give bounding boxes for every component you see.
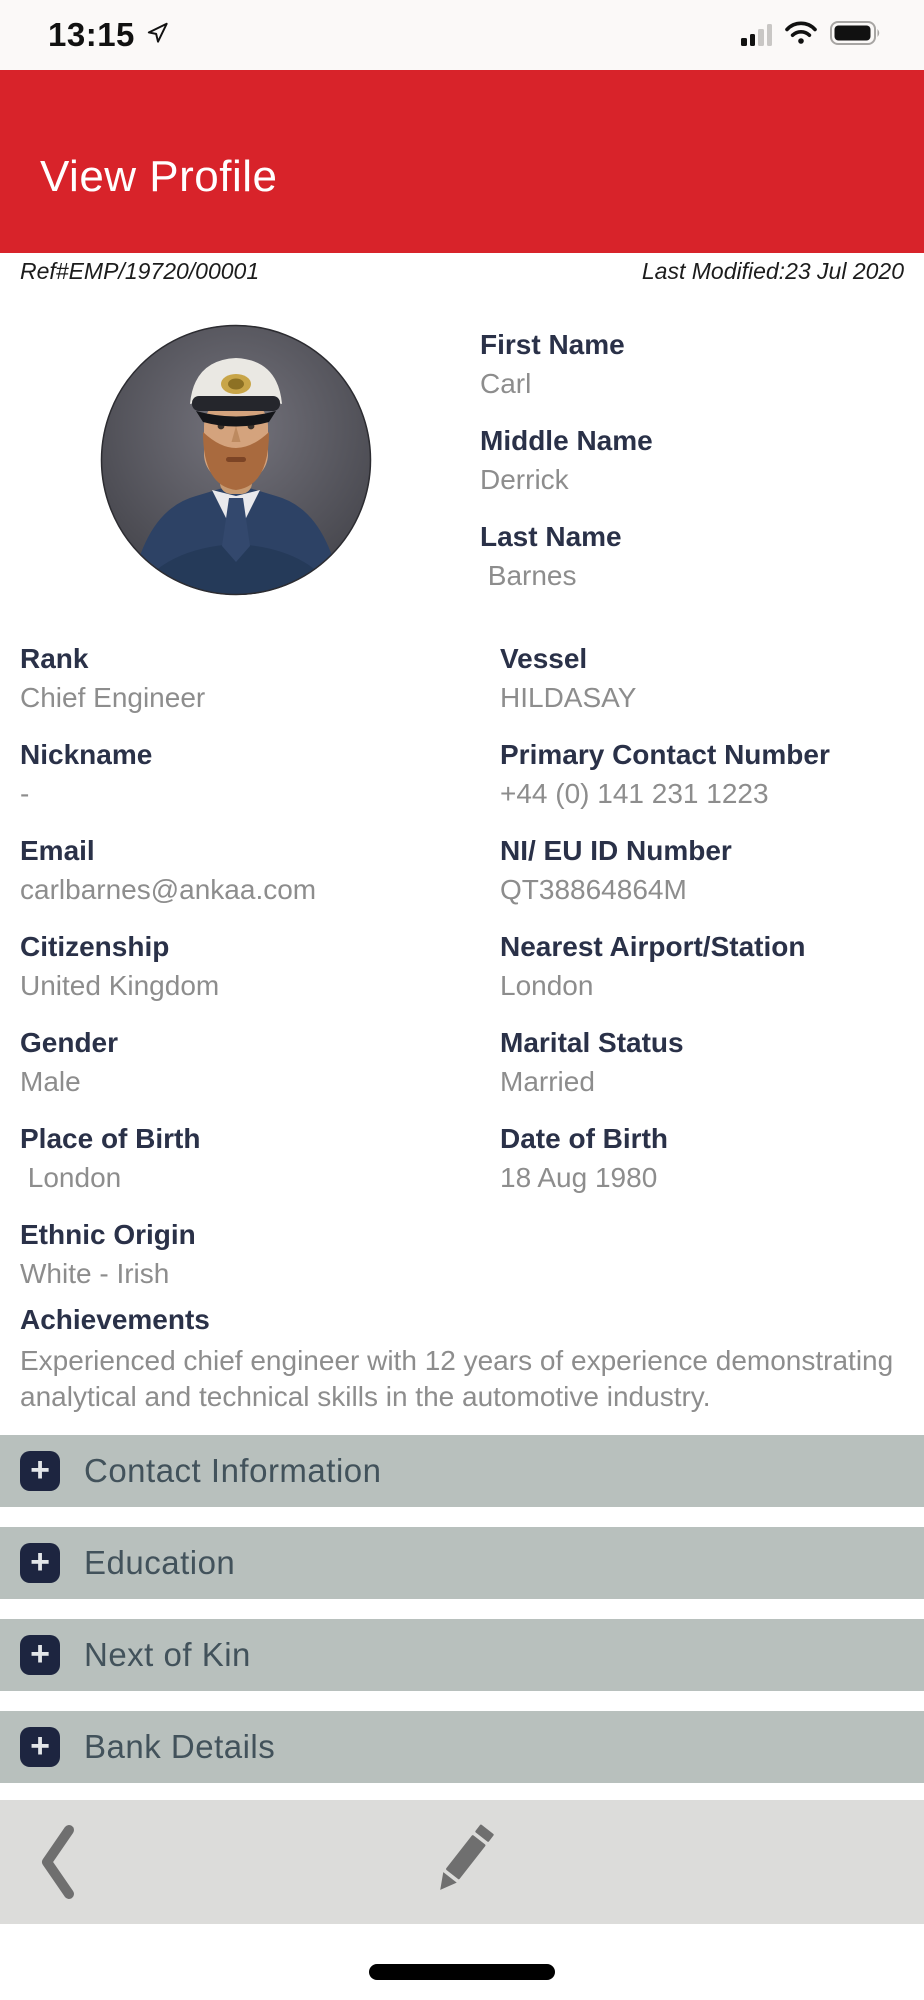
expand-plus-icon[interactable]: + xyxy=(20,1451,60,1491)
clock: 13:15 xyxy=(48,16,135,53)
section-label: Education xyxy=(84,1544,236,1581)
wifi-icon xyxy=(784,20,818,50)
field-last-name: Last Name Barnes xyxy=(480,521,622,591)
edit-button[interactable] xyxy=(422,1817,502,1907)
section-label: Next of Kin xyxy=(84,1636,251,1673)
section-education[interactable] xyxy=(0,1527,924,1599)
bottom-toolbar xyxy=(0,1800,924,1924)
app-header xyxy=(0,70,924,253)
field-marital-status: Marital Status Married xyxy=(500,1027,684,1097)
section-label: Bank Details xyxy=(84,1728,276,1765)
last-modified: Last Modified:23 Jul 2020 xyxy=(641,258,904,284)
location-arrow-icon xyxy=(145,20,171,51)
battery-icon xyxy=(830,21,882,50)
field-citizenship: Citizenship United Kingdom xyxy=(20,931,220,1001)
field-date-of-birth: Date of Birth 18 Aug 1980 xyxy=(500,1123,668,1193)
field-ethnic-origin: Ethnic Origin White - Irish xyxy=(20,1219,196,1289)
status-bar xyxy=(0,0,924,70)
field-vessel: Vessel HILDASAY xyxy=(500,643,637,713)
section-next-of-kin[interactable] xyxy=(0,1619,924,1691)
field-ni-eu-id: NI/ EU ID Number QT38864864M xyxy=(500,835,732,905)
record-meta-row xyxy=(0,258,924,285)
profile-content xyxy=(0,318,924,1415)
field-email: Email carlbarnes@ankaa.com xyxy=(20,835,317,905)
expand-plus-icon[interactable]: + xyxy=(20,1543,60,1583)
field-rank: Rank Chief Engineer xyxy=(20,643,206,713)
page-title: View Profile xyxy=(40,152,278,201)
field-middle-name: Middle Name Derrick xyxy=(480,425,653,495)
section-contact-information[interactable] xyxy=(0,1435,924,1507)
field-achievements: Achievements Experienced chief engineer with 12 years of experience demonstrating analytical and technical skills in the automotive industry. xyxy=(20,1304,894,1412)
field-nickname: Nickname - xyxy=(20,739,153,809)
field-primary-contact: Primary Contact Number +44 (0) 141 231 1223 xyxy=(500,739,830,809)
profile-photo xyxy=(100,324,372,601)
accordion-list xyxy=(0,1435,924,1803)
expand-plus-icon[interactable]: + xyxy=(20,1635,60,1675)
home-area xyxy=(0,1924,924,2000)
expand-plus-icon[interactable]: + xyxy=(20,1727,60,1767)
field-nearest-airport: Nearest Airport/Station London xyxy=(500,931,806,1001)
field-place-of-birth: Place of Birth London xyxy=(20,1123,201,1193)
back-button[interactable] xyxy=(28,1822,88,1902)
cellular-signal-icon xyxy=(741,24,772,46)
field-first-name: First Name Carl xyxy=(480,329,625,399)
section-label: Contact Information xyxy=(84,1452,382,1489)
section-bank-details[interactable] xyxy=(0,1711,924,1783)
home-indicator[interactable] xyxy=(369,1964,555,1980)
field-gender: Gender Male xyxy=(20,1027,119,1097)
record-ref: Ref#EMP/19720/00001 xyxy=(20,258,260,284)
